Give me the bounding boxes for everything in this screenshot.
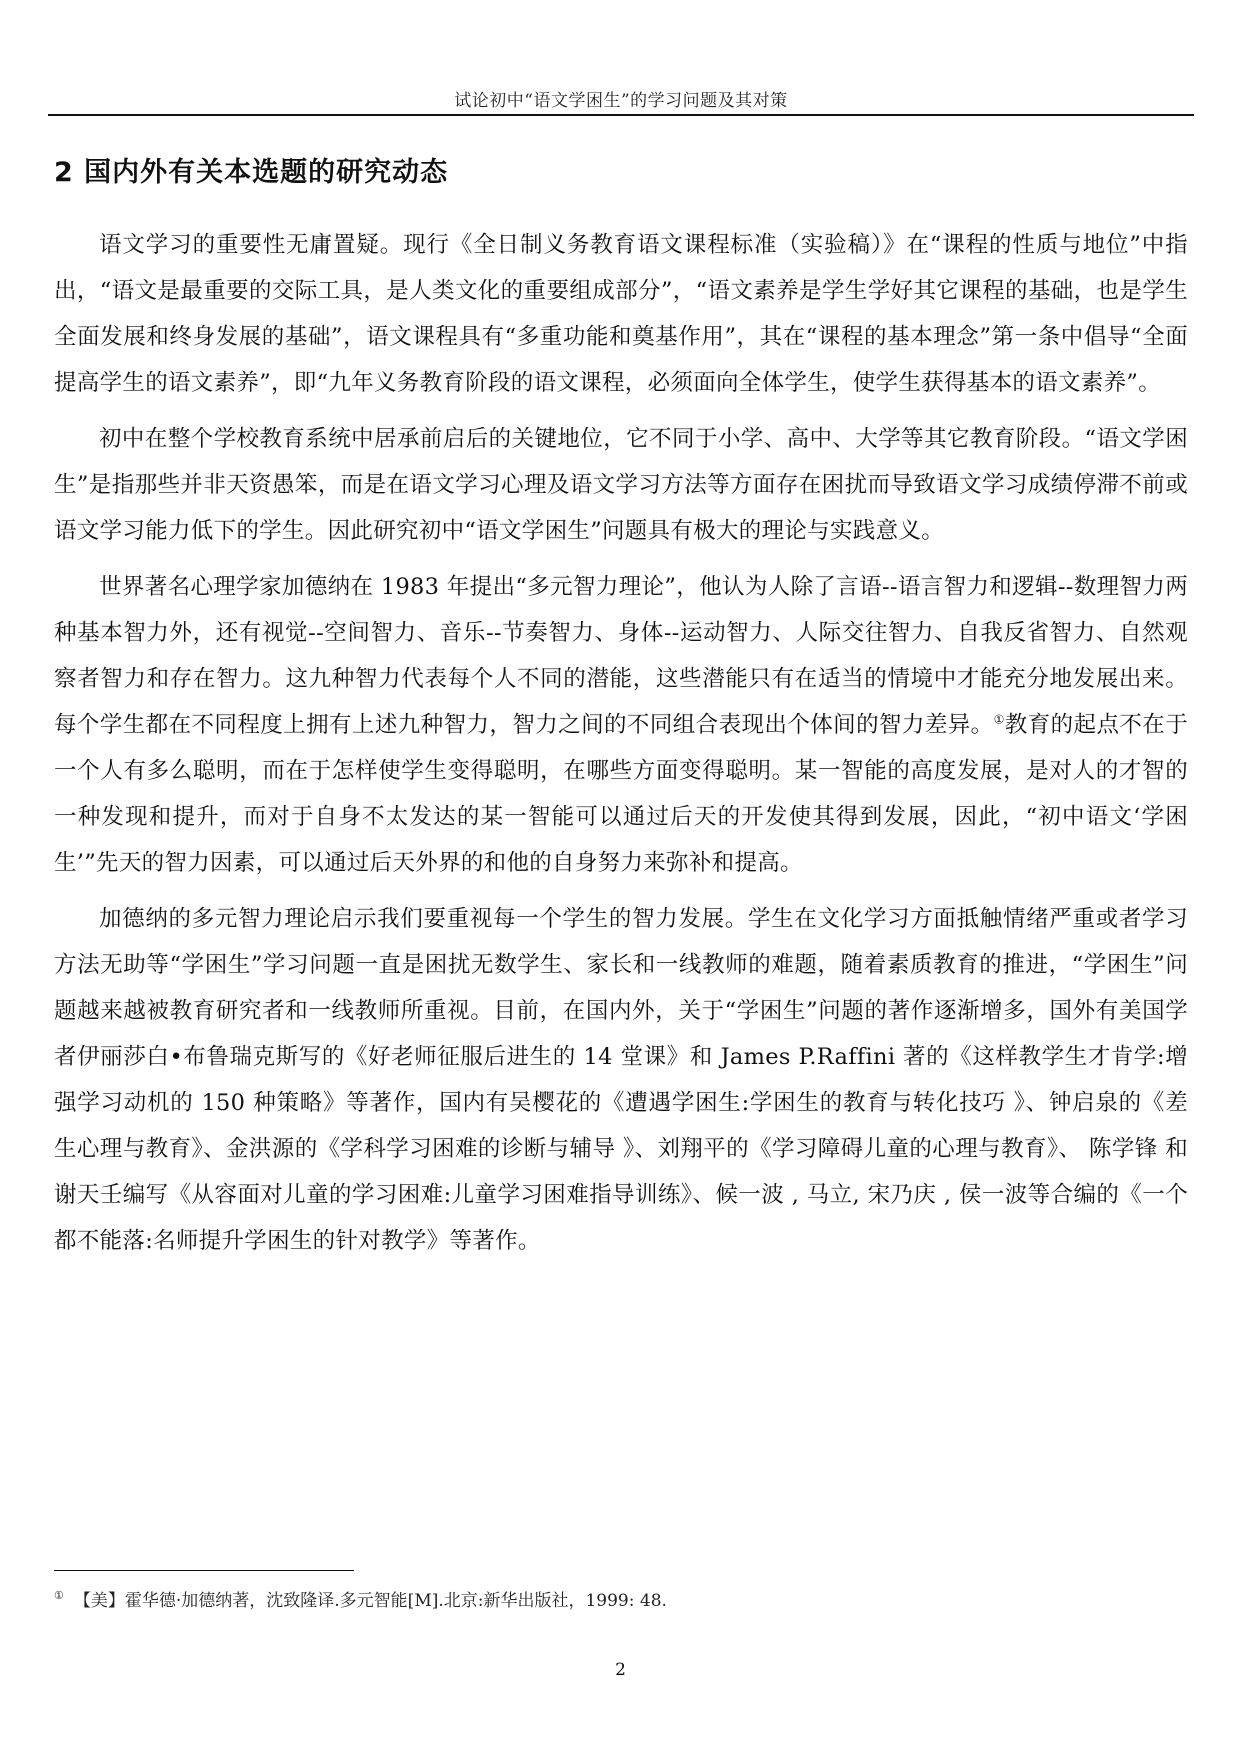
section-heading: 2 国内外有关本选题的研究动态 (54, 157, 449, 188)
footnote-mark: ① (54, 1589, 64, 1603)
paragraph-3 (54, 564, 1188, 886)
running-header: 试论初中“语文学困生”的学习问题及其对策 (454, 91, 788, 111)
footnote-text: 【美】霍华德·加德纳著，沈致隆译.多元智能[M].北京:新华出版社，1999: 48. (73, 1591, 667, 1611)
body-text (54, 222, 1188, 1274)
paragraph-4: 加德纳的多元智力理论启示我们要重视每一个学生的智力发展。学生在文化学习方面抵触情绪严重或者学习方法无助等“学困生”学习问题一直是困扰无数学生、家长和一线教师的难题，随着素质教育的推进，“学困生”问题越来越被教育研究者和一线教师所重视。目前，在国内外，关于“学困生”问题的著作逐渐增多，国外有美国学者伊丽莎白•布鲁瑞克斯写的《好老师征服后进生的 14 堂课》和 James P.Raffini 著的《这样教学生才肯学:增强学习动机的 150 种策略》等著作，国内有吴樱花的《遭遇学困生:学困生的教育与转化技巧 》、钟启泉的《差生心理与教育》、金洪源的《学科学习困难的诊断与辅导 》、刘翔平的《学习障碍儿童的心理与教育》、 陈学锋 和谢天壬编写《从容面对儿童的学习困难:儿童学习困难指导训练》、候一波 , 马立, 宋乃庆 , 侯一波等合编的《一个都不能落:名师提升学困生的针对教学》等著作。 (54, 906, 1188, 1254)
page-number: 2 (615, 1660, 626, 1680)
paragraph-3-part-2: 教育的起点不在于一个人有多么聪明，而在于怎样使学生变得聪明，在哪些方面变得聪明。某一智能的高度发展，是对人的才智的一种发现和提升，而对于自身不太发达的某一智能可以通过后天的开发使其得到发展，因此，“初中语文‘学困生’”先天的智力因素，可以通过后天外界的和他的自身努力来弥补和提高。 (54, 712, 1188, 876)
paragraph-1: 语文学习的重要性无庸置疑。现行《全日制义务教育语文课程标准（实验稿）》在“课程的性质与地位”中指出，“语文是最重要的交际工具，是人类文化的重要组成部分”，“语文素养是学生学好其它课程的基础，也是学生全面发展和终身发展的基础”，语文课程具有“多重功能和奠基作用”，其在“课程的基本理念”第一条中倡导“全面提高学生的语文素养”，即“九年义务教育阶段的语文课程，必须面向全体学生，使学生获得基本的语文素养”。 (54, 232, 1188, 396)
header-divider (48, 114, 1194, 116)
paragraph-2: 初中在整个学校教育系统中居承前启后的关键地位，它不同于小学、高中、大学等其它教育阶段。“语文学困生”是指那些并非天资愚笨，而是在语文学习心理及语文学习方法等方面存在困扰而导致语文学习成绩停滞不前或语文学习能力低下的学生。因此研究初中“语文学困生”问题具有极大的理论与实践意义。 (54, 426, 1188, 544)
paragraph-3-part-1: 世界著名心理学家加德纳在 1983 年提出“多元智力理论”，他认为人除了言语--语言智力和逻辑--数理智力两种基本智力外，还有视觉--空间智力、音乐--节奏智力、身体--运动智力、人际交往智力、自我反省智力、自然观察者智力和存在智力。这九种智力代表每个人不同的潜能，这些潜能只有在适当的情境中才能充分地发展出来。每个学生都在不同程度上拥有上述九种智力，智力之间的不同组合表现出个体间的智力差异。 (54, 574, 1188, 738)
footnote-reference[interactable]: ① (993, 712, 1005, 727)
footnote-divider (54, 1570, 354, 1571)
footnote (54, 1586, 667, 1611)
